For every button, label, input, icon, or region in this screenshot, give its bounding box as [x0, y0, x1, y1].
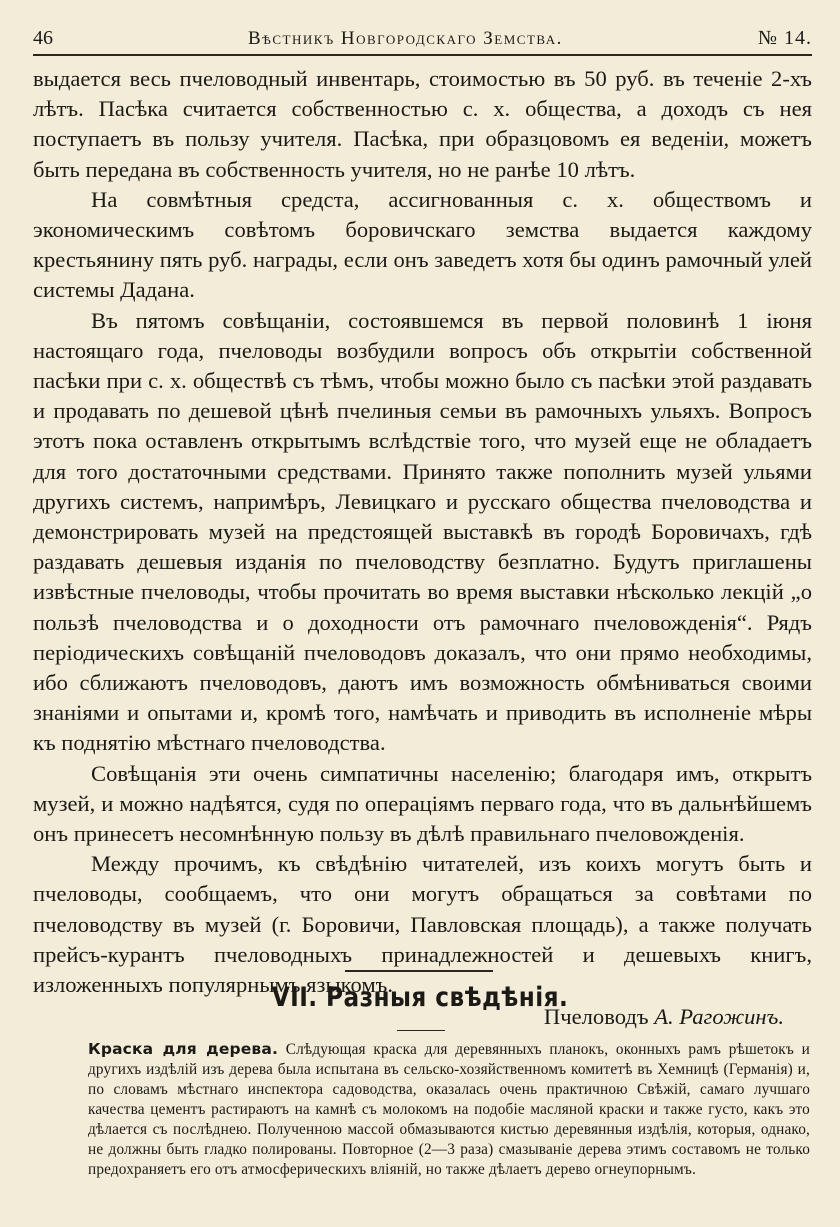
paragraph-5: Между прочимъ, къ свѣдѣнію читателей, изъ коихъ могутъ быть и пчеловоды, сообщаемъ, что они могутъ обращаться за совѣтами по пчеловодству въ музей (г. Боровичи, Павловская площадь), а также получать прейсъ-курантъ пчеловодныхъ принадлежностей и дешевыхъ книгъ, изложенныхъ популярнымъ языкомъ.: [33, 851, 812, 998]
section-divider-bottom: [397, 1030, 445, 1031]
section-divider-top: [345, 970, 493, 972]
note-text: Слѣдующая краска для деревянныхъ планокъ, оконныхъ рамъ рѣшетокъ и другихъ издѣлій изъ дерева была испытана въ сельско-хозяйственномъ комитетѣ въ Хемницѣ (Германія) и, по словамъ мѣстнаго инспектора садоводства, оказалась очень практичною Свѣжій, самаго лучшаго качества цементъ растираютъ на камнѣ съ молокомъ на подобіе масляной краски и также густо, какъ это дѣлается съ послѣднею. Полученною массой обмазываются кистью деревянныя издѣлія, которыя, однако, не должны быть гладко полированы. Повторное (2—3 раза) смазываніе дерева этимъ составомъ не только предохраняетъ его отъ атмосферическихъ вліяній, но также дѣлаетъ дерево огнеупорнымъ.: [88, 1041, 810, 1178]
paragraph-1: выдается весь пчеловодный инвентарь, стоимостью въ 50 руб. въ теченіе 2-хъ лѣтъ. Пасѣка считается собственностью с. х. общества, а доходъ съ нея поступаетъ въ пользу учителя. Пасѣка, при образцовомъ ея веденіи, можетъ быть передана въ собственность учителя, но не ранѣе 10 лѣтъ.: [33, 66, 812, 182]
signature-name: А. Рагожинъ.: [654, 1004, 784, 1030]
paragraph-2: На совмѣтныя средста, ассигнованныя с. х. обществомъ и экономическимъ совѣтомъ боровичскаго земства выдается каждому крестьянину пять руб. награды, если онъ заведетъ хотя бы одинъ рамочный улей системы Дадана.: [33, 186, 812, 303]
running-header: [33, 10, 812, 56]
page-number: 46: [33, 27, 53, 49]
paragraph-4: Совѣщанія эти очень симпатичны населенію; благодаря имъ, открытъ музей, и можно надѣятся, судя по операціямъ перваго года, что въ дальнѣйшемъ онъ принесетъ несомнѣнную пользу въ дѣлѣ правильнаго пчеловожденія.: [33, 760, 812, 847]
issue-number: № 14.: [757, 27, 812, 49]
note-paragraph: [88, 1039, 810, 1180]
note-run-in-heading: Краска для дерева.: [88, 1040, 278, 1058]
journal-title: Вѣстникъ Новгородскаго Земства.: [247, 28, 563, 49]
article-body: [33, 64, 812, 1033]
signature-role: Пчеловодъ: [543, 1004, 649, 1030]
paragraph-3: Въ пятомъ совѣщаніи, состоявшемся въ первой половинѣ 1 іюня настоящаго года, пчеловоды возбудили вопросъ объ открытіи собственной пасѣки при с. х. обществѣ съ тѣмъ, чтобы можно было съ пасѣки этой раздавать и продавать по дешевой цѣнѣ пчелиныя семьи въ рамочныхъ ульяхъ. Вопросъ этотъ пока оставленъ открытымъ вслѣдствіе того, что музей еще не обладаетъ для того достаточными средствами. Принято также пополнить музей ульями другихъ системъ, напримѣръ, Левицкаго и русскаго общества пчеловодства и демонстрировать музей на предстоящей выставкѣ въ городѣ Боровичахъ, гдѣ раздавать дешевыя изданія по пчеловодству безплатно. Будутъ приглашены извѣстные пчеловоды, чтобы прочитать во время выставки нѣсколько лекцій „о пользѣ пчеловодства и о доходности отъ рамочнаго пчеловожденія“. Рядъ періодическихъ совѣщаній пчеловодовъ доказалъ, что они прямо необходимы, ибо сближаютъ пчеловодовъ, даютъ имъ возможность обмѣниваться своими знаніями и опытами и, кромѣ того, намѣчать и приводить въ исполненіе мѣры къ поднятію мѣстнаго пчеловодства.: [33, 307, 812, 756]
section-heading: VII. Разныя свѣдѣнія.: [271, 982, 569, 1013]
